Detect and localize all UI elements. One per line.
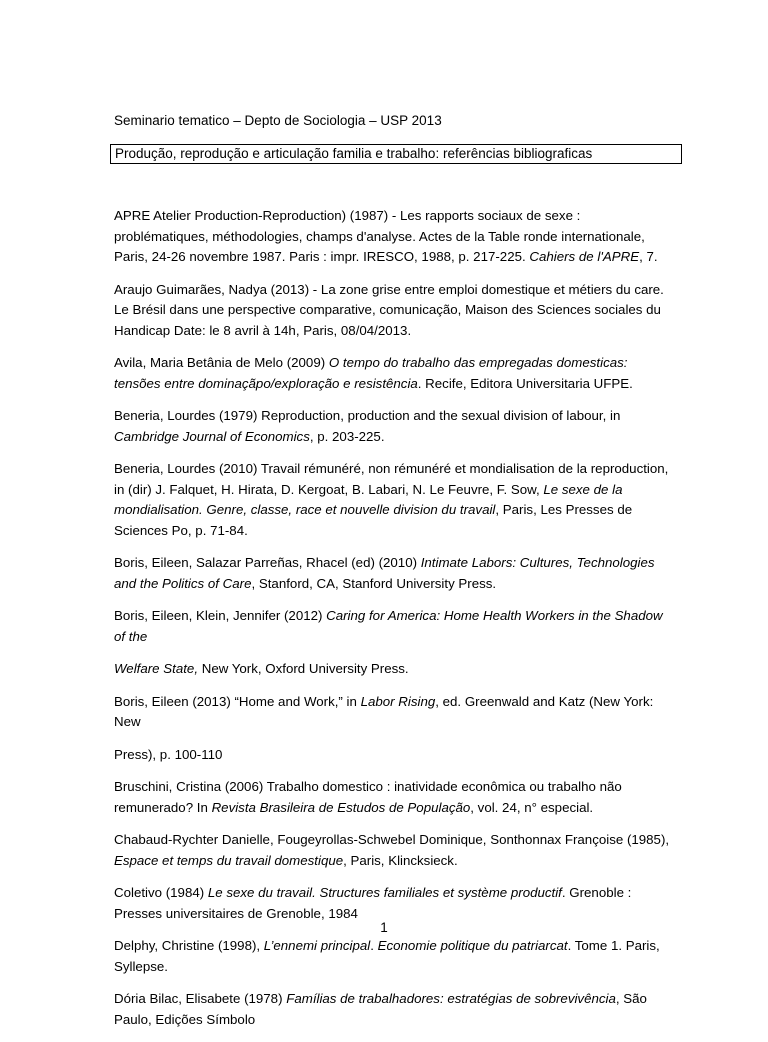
- reference-item: Beneria, Lourdes (2010) Travail rémunéré, non rémunéré et mondialisation de la reproduction, in (dir) J. Falquet, H. Hirata, D. Kergoat, B. Labari, N. Le Feuvre, F. Sow, Le sexe de la mondialisation. Genre, classe, race et nouvelle division du travail, Paris, Les Presses de Sciences Po, p. 71-84.: [114, 461, 669, 538]
- reference-item: Chabaud-Rychter Danielle, Fougeyrollas-Schwebel Dominique, Sonthonnax Françoise (1985), Espace et temps du travail domestique, Paris, Klincksieck.: [114, 832, 670, 868]
- document-title-box: [110, 144, 682, 164]
- reference-item: Avila, Maria Betânia de Melo (2009) O tempo do trabalho das empregadas domesticas: tensões entre dominaçãpo/exploração e resistência. Recife, Editora Universitaria UFPE.: [114, 355, 633, 391]
- reference-item: Bruschini, Cristina (2006) Trabalho domestico : inatividade econômica ou trabalho não remunerado? In Revista Brasileira de Estudos de População, vol. 24, n° especial.: [114, 779, 622, 815]
- reference-item: Boris, Eileen (2013) “Home and Work,” in Labor Rising, ed. Greenwald and Katz (New York: New Press), p. 100-110: [114, 693, 654, 762]
- reference-list: [114, 206, 674, 1042]
- reference-item: Araujo Guimarães, Nadya (2013) - La zone grise entre emploi domestique et métiers du care. Le Brésil dans une perspective comparative, comunicação, Maison des Sciences sociales du Handicap Date: le 8 avril à 14h, Paris, 08/04/2013.: [114, 281, 664, 338]
- reference-item: Boris, Eileen, Salazar Parreñas, Rhacel (ed) (2010) Intimate Labors: Cultures, Technologies and the Politics of Care, Stanford, CA, Stanford University Press.: [114, 555, 655, 591]
- reference-item: APRE Atelier Production-Reproduction) (1987) - Les rapports sociaux de sexe : problématiques, méthodologies, champs d'analyse. Actes de la Table ronde internationale, Paris, 24-26 novembre 1987. Paris : impr. IRESCO, 1988, p. 217-225. Cahiers de l'APRE, 7.: [114, 208, 658, 264]
- document-title: Produção, reprodução e articulação familia e trabalho: referências bibliograficas: [115, 146, 593, 161]
- page-number: 1: [380, 920, 388, 935]
- reference-item: Dória Bilac, Elisabete (1978) Famílias de trabalhadores: estratégias de sobrevivência, São Paulo, Edições Símbolo: [114, 991, 647, 1027]
- course-header: Seminario tematico – Depto de Sociologia – USP 2013: [114, 113, 442, 128]
- reference-item: Boris, Eileen, Klein, Jennifer (2012) Caring for America: Home Health Workers in the Shadow of the Welfare State, New York, Oxford University Press.: [114, 608, 663, 676]
- reference-item: Delphy, Christine (1998), L’ennemi principal. Economie politique du patriarcat. Tome 1. Paris, Syllepse.: [114, 938, 660, 974]
- reference-item: Beneria, Lourdes (1979) Reproduction, production and the sexual division of labour, in Cambridge Journal of Economics, p. 203-225.: [114, 408, 621, 444]
- reference-item: Coletivo (1984) Le sexe du travail. Structures familiales et système productif. Grenoble : Presses universitaires de Grenoble, 1984: [114, 885, 632, 921]
